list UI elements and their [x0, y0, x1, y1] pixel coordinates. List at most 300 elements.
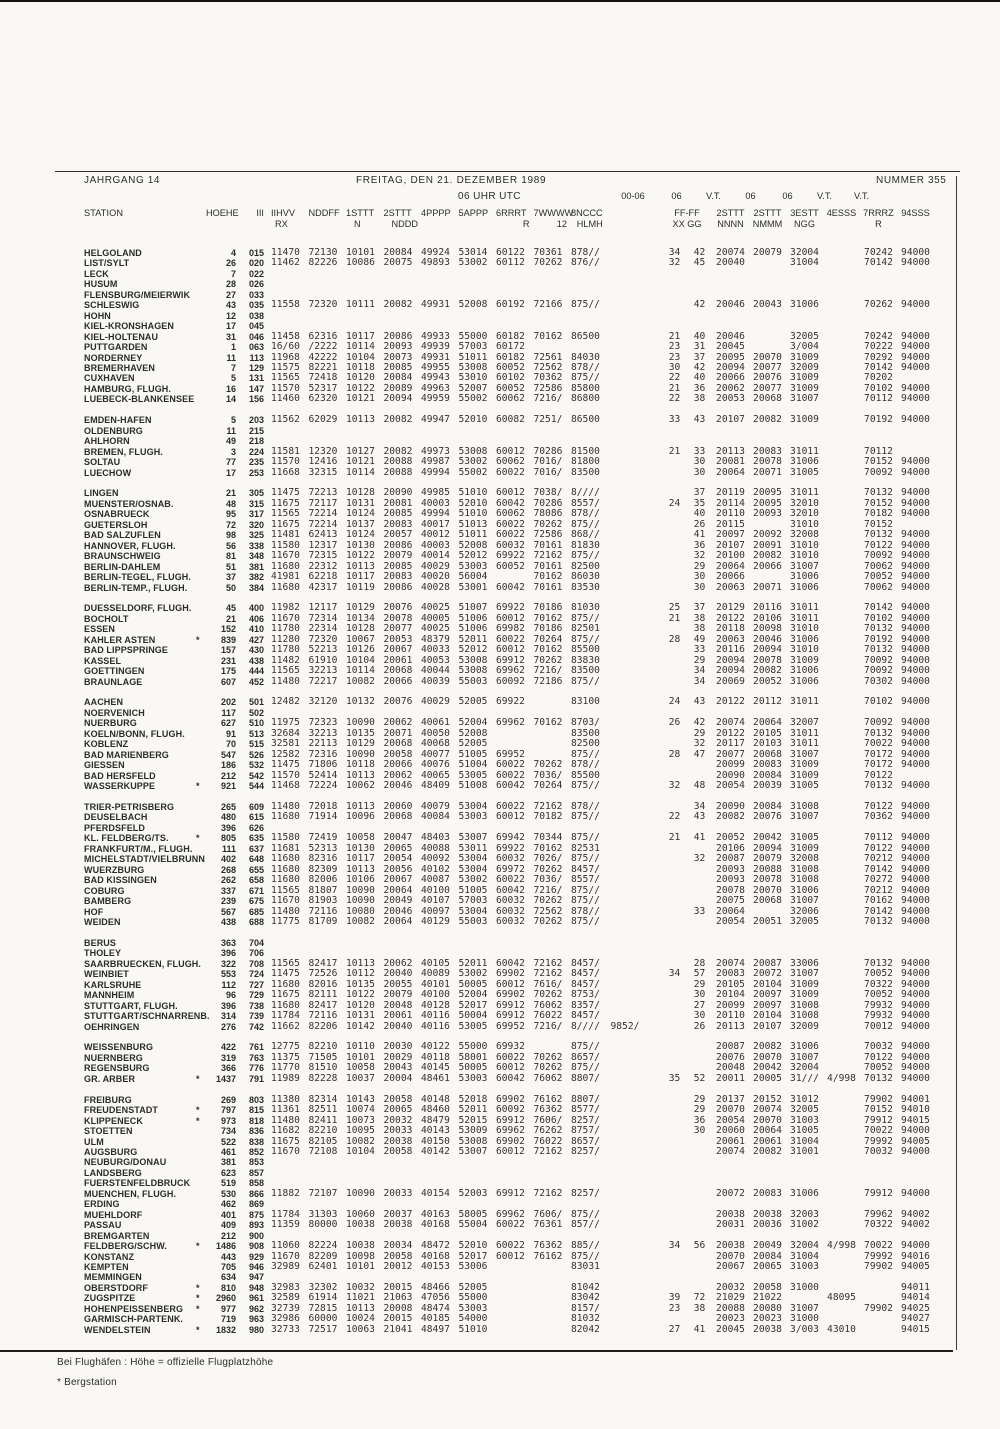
code-group-extra: [611, 1053, 645, 1063]
code-group: 69912: [496, 1187, 525, 1199]
code-group: 70162: [533, 644, 563, 656]
station-height: 14: [225, 394, 236, 405]
right-code-group: 20064: [753, 1125, 782, 1137]
right-code-group: 20122: [716, 727, 745, 739]
right-gg-value: 29: [693, 1104, 706, 1116]
station-height: 5: [230, 373, 236, 384]
station-id: 113: [249, 352, 264, 363]
right-code-group: [823, 1137, 860, 1147]
station-height: 409: [220, 1220, 236, 1231]
row-gap: [0, 927, 1000, 937]
code-group: 11675: [271, 989, 300, 1001]
code-group: 40122: [421, 1041, 450, 1053]
right-gg-value: 56: [693, 1240, 706, 1252]
code-group: [571, 269, 609, 279]
code-group: [534, 279, 572, 289]
column-gap: [645, 1074, 663, 1084]
column-gap: [645, 614, 663, 624]
right-code-group: 70172: [864, 748, 893, 760]
code-group-extra: [611, 279, 645, 289]
code-group: 40101: [421, 978, 450, 990]
right-code-group: 20088: [753, 863, 782, 875]
right-code-group: 94000: [901, 1072, 930, 1084]
station-row: [0, 258, 1000, 268]
code-group: 53002: [458, 968, 488, 980]
station-name: HOHENPEISSENBERG: [84, 1303, 184, 1314]
code-group: 32120: [308, 696, 338, 708]
right-code-group: [823, 384, 860, 394]
code-group: 10117: [346, 571, 375, 583]
station-row: [0, 697, 1000, 707]
right-code-group: [823, 1042, 860, 1052]
station-height: 112: [221, 979, 236, 990]
right-code-group: 70102: [864, 612, 893, 624]
column-gap: [645, 1231, 663, 1241]
station-height: 921: [220, 781, 236, 792]
code-group-extra: 9852/: [610, 1020, 640, 1032]
station-table: [0, 248, 1000, 1335]
column-gap: [645, 551, 663, 561]
right-gg-value: 28: [693, 957, 706, 969]
right-code-group: [897, 311, 934, 321]
code-group: 40168: [421, 1219, 450, 1231]
right-code-group: 20052: [753, 675, 782, 687]
code-group: 8257/: [571, 1145, 600, 1157]
column-gap: [645, 1325, 663, 1335]
code-group: 81800: [571, 456, 600, 468]
code-group: 51005: [458, 884, 488, 896]
right-code-group: [823, 572, 860, 582]
station-name: GR. ARBER: [84, 1073, 136, 1084]
right-code-group: 20082: [753, 1041, 782, 1053]
bergstation-marker: [196, 645, 206, 655]
right-code-group: [823, 603, 860, 613]
right-code-group: 20103: [753, 738, 782, 750]
code-group: 20085: [383, 508, 413, 520]
station-row: [0, 1220, 1000, 1230]
code-group: 20033: [383, 1125, 413, 1137]
right-code-group: [823, 896, 860, 906]
code-group: [384, 426, 422, 436]
column-gap: [645, 635, 663, 645]
code-group: 69932: [496, 1041, 525, 1053]
code-group: 11670: [271, 550, 300, 562]
station-height: 28: [225, 279, 236, 290]
column-gap: [645, 844, 663, 854]
code-group: 83042: [571, 1292, 600, 1304]
code-group: 71505: [308, 1051, 338, 1063]
right-code-group: [823, 321, 860, 331]
right-code-group-header: FF-FF: [674, 208, 700, 218]
right-code-group: 31009: [790, 759, 819, 771]
code-group: 72162: [533, 801, 563, 813]
code-group: 10063: [346, 1323, 375, 1335]
right-xx-value: [662, 1157, 687, 1167]
right-code-group: 20074: [716, 717, 745, 729]
code-group: 52015: [458, 1114, 488, 1126]
bergstation-marker: [196, 624, 206, 634]
code-group: 11680: [271, 999, 300, 1011]
station-height: 16: [225, 383, 236, 394]
right-code-group: 94000: [901, 571, 930, 583]
code-group-extra: [611, 1293, 645, 1303]
code-group: 40185: [421, 1313, 450, 1325]
column-gap: [645, 697, 663, 707]
code-group: 10113: [346, 414, 375, 426]
station-id: 815: [248, 1105, 264, 1116]
code-group-header: 4PPPP: [421, 208, 451, 218]
code-group-extra: [611, 488, 645, 498]
code-group: [496, 311, 534, 321]
code-group: 20084: [383, 247, 413, 258]
code-group: 20060: [383, 801, 413, 813]
code-group: 10101: [346, 247, 375, 258]
station-row: [0, 468, 1000, 478]
code-group: 11565: [271, 884, 300, 896]
code-group-extra: [611, 520, 645, 530]
station-id: 900: [248, 1230, 264, 1241]
column-gap: [645, 353, 663, 363]
column-gap: [645, 907, 663, 917]
station-name: BERLIN-DAHLEM: [84, 561, 161, 572]
right-code-group: 20068: [753, 393, 782, 405]
code-group: [421, 269, 459, 279]
station-name: FELDBERG/SCHW.: [84, 1241, 167, 1252]
code-group: 40005: [421, 612, 450, 624]
code-group: 62218: [308, 571, 338, 583]
code-group: 48479: [421, 1114, 450, 1126]
right-xx-value: [662, 1042, 687, 1052]
code-group: 40092: [421, 853, 450, 865]
column-gap: [645, 1063, 663, 1073]
column-subheader-row: [0, 219, 1000, 230]
right-code-group: [786, 269, 823, 279]
right-code-group: [823, 1126, 860, 1136]
right-code-group: 31006: [790, 633, 819, 645]
code-group: 11975: [271, 717, 300, 729]
code-group: 40100: [421, 989, 450, 1001]
right-code-group: 94000: [901, 644, 930, 656]
code-group: 53003: [458, 1302, 488, 1314]
code-group: 20058: [383, 1093, 413, 1105]
right-code-group-header: 2STTT: [716, 208, 745, 218]
code-group: 10106: [346, 874, 375, 886]
right-code-group: 20077: [753, 361, 782, 373]
code-group: [571, 342, 609, 352]
code-group-extra: [611, 771, 645, 781]
code-group: 50005: [458, 978, 488, 990]
right-xx-value: [662, 572, 687, 582]
bergstation-marker: [196, 718, 206, 728]
right-code-group: 20099: [716, 999, 745, 1011]
code-group-header: 8NCCC: [571, 208, 603, 218]
right-code-group: 20058: [753, 1281, 782, 1293]
station-name: TRIER-PETRISBERG: [84, 802, 175, 813]
code-group: 32739: [271, 1302, 300, 1314]
code-group: 875//: [571, 633, 600, 645]
code-group: 875//: [571, 780, 600, 792]
code-group: 82309: [308, 863, 338, 875]
column-gap: [645, 436, 663, 446]
right-code-group: [823, 1178, 860, 1188]
code-group: 20012: [383, 1260, 413, 1272]
station-row: [0, 1168, 1000, 1178]
bergstation-marker: *: [196, 634, 200, 645]
code-group: 12320: [308, 445, 338, 457]
right-code-group: 31005: [790, 780, 819, 792]
right-code-group: 20104: [753, 978, 782, 990]
code-group: 11989: [271, 1072, 300, 1084]
right-code-group: 32005: [790, 330, 819, 342]
code-group: 69962: [496, 665, 525, 677]
bergstation-marker: [196, 363, 206, 373]
right-code-group: 20100: [716, 550, 745, 562]
right-code-group: [897, 938, 934, 948]
code-group: 10111: [346, 299, 375, 311]
code-group: 51011: [458, 529, 488, 541]
code-group: 47056: [421, 1292, 450, 1304]
right-code-group: 20084: [753, 801, 782, 813]
right-code-group: 20049: [753, 1240, 782, 1252]
station-id: 803: [248, 1094, 264, 1105]
right-xx-value: [662, 1001, 687, 1011]
code-group: 40097: [421, 905, 450, 917]
code-group: 10120: [346, 999, 375, 1011]
code-group: 11580: [271, 539, 300, 551]
right-code-group: [823, 1001, 860, 1011]
right-xx-value: [662, 300, 687, 310]
bergstation-marker: [196, 750, 206, 760]
station-name: KIEL-HOLTENAU: [84, 331, 159, 342]
station-name: KARLSRUHE: [84, 979, 142, 990]
code-group: 20076: [383, 602, 413, 614]
right-code-group: 20107: [716, 539, 745, 551]
right-code-group: [749, 342, 786, 352]
right-code-group: 20066: [753, 560, 782, 572]
right-xx-value: [662, 938, 687, 948]
right-gg-value: [687, 760, 712, 770]
station-id: 253: [248, 467, 264, 478]
code-group: 55000: [458, 330, 488, 342]
code-group: [571, 311, 609, 321]
code-group-header: 7WWWW: [533, 208, 574, 218]
code-group: 10024: [346, 1313, 375, 1325]
column-gap: [645, 499, 663, 509]
code-group: 55002: [458, 466, 488, 478]
right-code-group: 32010: [790, 508, 819, 520]
right-code-group: [823, 457, 860, 467]
code-group: 48379: [421, 633, 450, 645]
code-group: 52313: [308, 842, 338, 854]
code-group-extra: [611, 551, 645, 561]
right-code-group: 32009: [790, 361, 819, 373]
code-group: 20076: [383, 696, 413, 708]
code-group: 10114: [346, 341, 375, 353]
right-code-group: 94000: [901, 581, 930, 593]
right-code-group: 31012: [790, 1093, 819, 1105]
code-group: 7216/: [533, 665, 563, 677]
code-group: 11784: [271, 1208, 300, 1220]
right-code-group: 20051: [753, 916, 782, 927]
station-id: 626: [248, 822, 264, 833]
right-xx-value: [662, 760, 687, 770]
right-code-group: [823, 802, 860, 812]
right-code-group: 94002: [901, 1208, 930, 1220]
right-code-group: 31008: [790, 1010, 819, 1022]
right-code-group: 20045: [716, 341, 745, 353]
station-name: AHLHORN: [84, 436, 130, 447]
code-group: 60182: [496, 330, 525, 342]
right-gg-value: [687, 938, 712, 948]
right-gg-value: [687, 917, 712, 927]
code-group: 72562: [533, 905, 563, 917]
station-id: 218: [248, 436, 264, 447]
code-group: 8557/: [571, 497, 600, 509]
code-group: 71914: [308, 811, 338, 823]
code-group: 70262: [533, 895, 563, 907]
right-xx-value: [662, 457, 687, 467]
code-group: 40044: [421, 665, 450, 677]
code-group: 878//: [571, 801, 600, 813]
bergstation-marker: [196, 248, 206, 258]
code-group: 8807/: [571, 1093, 600, 1105]
code-group: 20038: [383, 1219, 413, 1231]
code-group: 72419: [308, 832, 338, 844]
station-id: 724: [248, 969, 264, 980]
code-group: 60092: [496, 1104, 525, 1116]
right-xx-value: [662, 656, 687, 666]
code-group: 12117: [308, 602, 338, 614]
right-gg-value: [687, 1178, 712, 1188]
code-group: 20038: [383, 1135, 413, 1147]
station-height: 50: [225, 582, 236, 593]
code-group: 53005: [458, 1020, 488, 1032]
station-height: 1437: [215, 1073, 236, 1084]
code-group: 72162: [533, 968, 563, 980]
code-group: 72562: [533, 361, 563, 373]
column-gap: [645, 896, 663, 906]
right-code-group: 31006: [790, 665, 819, 677]
code-group: 60012: [496, 1145, 525, 1157]
code-group: 58005: [458, 1208, 488, 1220]
code-group: [459, 938, 497, 948]
station-id: 203: [248, 415, 264, 426]
right-code-group: 20074: [716, 1145, 745, 1157]
right-code-group: 20095: [716, 351, 745, 363]
code-group: 82006: [308, 874, 338, 886]
code-group: 885//: [571, 1240, 600, 1252]
column-gap: [645, 1272, 663, 1282]
code-group: 875//: [571, 550, 600, 562]
right-code-group: 20023: [716, 1313, 745, 1325]
code-group-extra: [611, 248, 645, 258]
right-code-group: 20064: [716, 466, 745, 478]
right-gg-value: 30: [693, 571, 706, 583]
right-code-group: [749, 311, 786, 321]
code-group: [459, 269, 497, 279]
right-code-group: 94000: [901, 895, 930, 907]
code-group: 41981: [271, 571, 300, 583]
code-group: 7036/: [533, 874, 563, 886]
code-group-extra: [611, 300, 645, 310]
right-code-group: 20042: [753, 1062, 782, 1074]
code-group: 72815: [308, 1302, 338, 1314]
code-group: 81903: [308, 895, 338, 907]
code-group: [496, 1293, 534, 1303]
station-height: 186: [220, 760, 236, 771]
code-group: 40039: [421, 675, 450, 687]
code-group: 20046: [383, 905, 413, 917]
bergstation-marker: [196, 865, 206, 875]
right-code-group: [823, 1116, 860, 1126]
code-group: 878//: [571, 759, 600, 771]
code-group: [421, 1168, 459, 1178]
right-code-group: 31010: [790, 644, 819, 656]
header-rule: [55, 171, 960, 172]
bergstation-marker: *: [196, 1282, 200, 1293]
right-code-group: [823, 1105, 860, 1115]
code-group: 53009: [458, 1125, 488, 1137]
station-name: MUEHLDORF: [84, 1209, 143, 1220]
right-code-group: [749, 321, 786, 331]
right-code-group: [823, 300, 860, 310]
right-xx-value: [662, 854, 687, 864]
code-group: 10112: [346, 968, 375, 980]
code-group: 62029: [308, 414, 338, 426]
right-code-group: [897, 279, 934, 289]
station-row: [0, 812, 1000, 822]
code-group: 53004: [458, 905, 488, 917]
code-group: 7016/: [533, 456, 563, 468]
code-group: [496, 1325, 534, 1335]
code-group: 52213: [308, 644, 338, 656]
code-group: 20088: [383, 456, 413, 468]
code-group: 86500: [571, 330, 600, 342]
right-code-group: 20061: [753, 1135, 782, 1147]
code-group: 80000: [308, 1219, 338, 1231]
station-row: [0, 917, 1000, 927]
right-code-group: 20092: [753, 529, 782, 541]
station-height: 402: [220, 854, 236, 865]
code-group: 72315: [308, 550, 338, 562]
code-group: 10080: [346, 905, 375, 917]
right-code-group: 31003: [790, 1260, 819, 1272]
right-code-group: [897, 426, 934, 436]
code-group-extra: [611, 1210, 645, 1220]
code-group: 60022: [496, 518, 525, 530]
code-group-extra: [611, 697, 645, 707]
station-height: 567: [220, 906, 236, 917]
right-gg-value: 38: [693, 623, 706, 635]
code-group: 8807/: [571, 1072, 600, 1084]
code-group: 875//: [571, 895, 600, 907]
code-group: 10130: [346, 842, 375, 854]
right-xx-value: 22: [668, 393, 681, 405]
code-group: 10131: [346, 497, 375, 509]
station-name: KOBLENZ: [84, 739, 129, 750]
station-name: HOHN: [84, 310, 111, 321]
code-group: 20077: [383, 623, 413, 635]
station-id: 637: [248, 843, 264, 854]
code-group: 11675: [271, 1135, 300, 1147]
right-code-group: 20117: [716, 738, 745, 750]
code-group: 69922: [496, 842, 525, 854]
bergstation-marker: [196, 854, 206, 864]
code-group: 10113: [346, 560, 375, 572]
right-code-group: 79902: [864, 1093, 893, 1105]
column-gap: [645, 969, 663, 979]
code-group: 22314: [308, 623, 338, 635]
